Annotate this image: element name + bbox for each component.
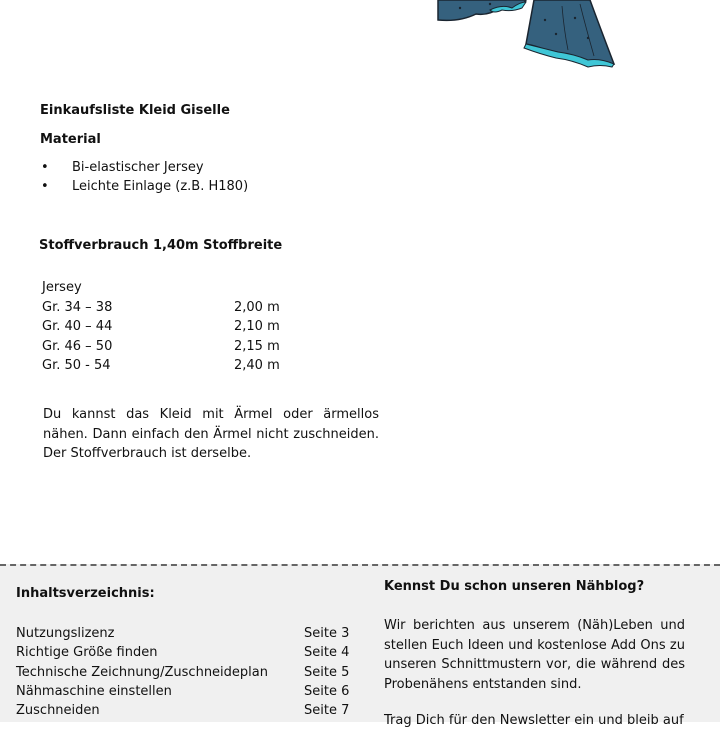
toc-entry[interactable] <box>16 663 350 682</box>
dress-illustration-icon <box>430 0 620 72</box>
footer-panel <box>0 564 720 728</box>
toc-page: Seite 4 <box>304 645 350 661</box>
table-of-contents <box>16 624 350 720</box>
page-title: Einkaufsliste Kleid Giselle <box>40 103 230 118</box>
newsletter-text: Trag Dich für den Newsletter ein und bleib auf <box>384 713 684 728</box>
fabric-amount: 2,15 m <box>234 338 280 354</box>
toc-title: Inhaltsverzeichnis: <box>16 586 155 601</box>
size-range: Gr. 46 – 50 <box>42 338 113 354</box>
list-item: • Leichte Einlage (z.B. H180) <box>40 177 248 196</box>
toc-label: Nähmaschine einstellen <box>16 683 172 699</box>
size-range: Gr. 34 – 38 <box>42 299 113 315</box>
size-range: Gr. 50 - 54 <box>42 358 111 373</box>
blog-text: Wir berichten aus unserem (Näh)Leben und stellen Euch Ideen und kostenlose Add Ons zu unseren Schnittmustern vor, die während des Probenähens entstanden sind. <box>384 618 685 692</box>
table-row <box>42 317 302 337</box>
fabric-amount: 2,00 m <box>234 299 280 315</box>
table-row <box>42 337 302 357</box>
toc-label: Richtige Größe finden <box>16 645 158 661</box>
toc-page: Seite 7 <box>304 703 350 719</box>
fabric-usage-table <box>42 278 302 376</box>
toc-entry[interactable] <box>16 624 350 643</box>
toc-page: Seite 3 <box>304 626 350 641</box>
toc-entry[interactable] <box>16 682 350 701</box>
table-row <box>42 298 302 318</box>
table-row <box>42 356 302 376</box>
fabric-amount: 2,40 m <box>234 358 280 373</box>
fabric-label: Jersey <box>42 280 82 295</box>
fabric-usage-heading: Stoffverbrauch 1,40m Stoffbreite <box>39 238 283 253</box>
material-list <box>40 158 248 196</box>
fabric-amount: 2,10 m <box>234 319 280 334</box>
list-item: • Bi-elastischer Jersey <box>40 158 248 177</box>
toc-label: Nutzungslizenz <box>16 626 115 641</box>
toc-label: Zuschneiden <box>16 703 100 719</box>
toc-entry[interactable] <box>16 701 350 720</box>
toc-label: Technische Zeichnung/Zuschneideplan <box>16 664 268 680</box>
blog-title: Kennst Du schon unseren Nähblog? <box>384 579 645 594</box>
toc-page: Seite 5 <box>304 664 350 680</box>
toc-page: Seite 6 <box>304 683 350 699</box>
sleeve-note: Du kannst das Kleid mit Ärmel oder ärmellos nähen. Dann einfach den Ärmel nicht zuschneiden. Der Stoffverbrauch ist derselbe. <box>43 407 379 461</box>
size-range: Gr. 40 – 44 <box>42 319 113 334</box>
toc-entry[interactable] <box>16 643 350 662</box>
material-heading: Material <box>40 132 101 147</box>
